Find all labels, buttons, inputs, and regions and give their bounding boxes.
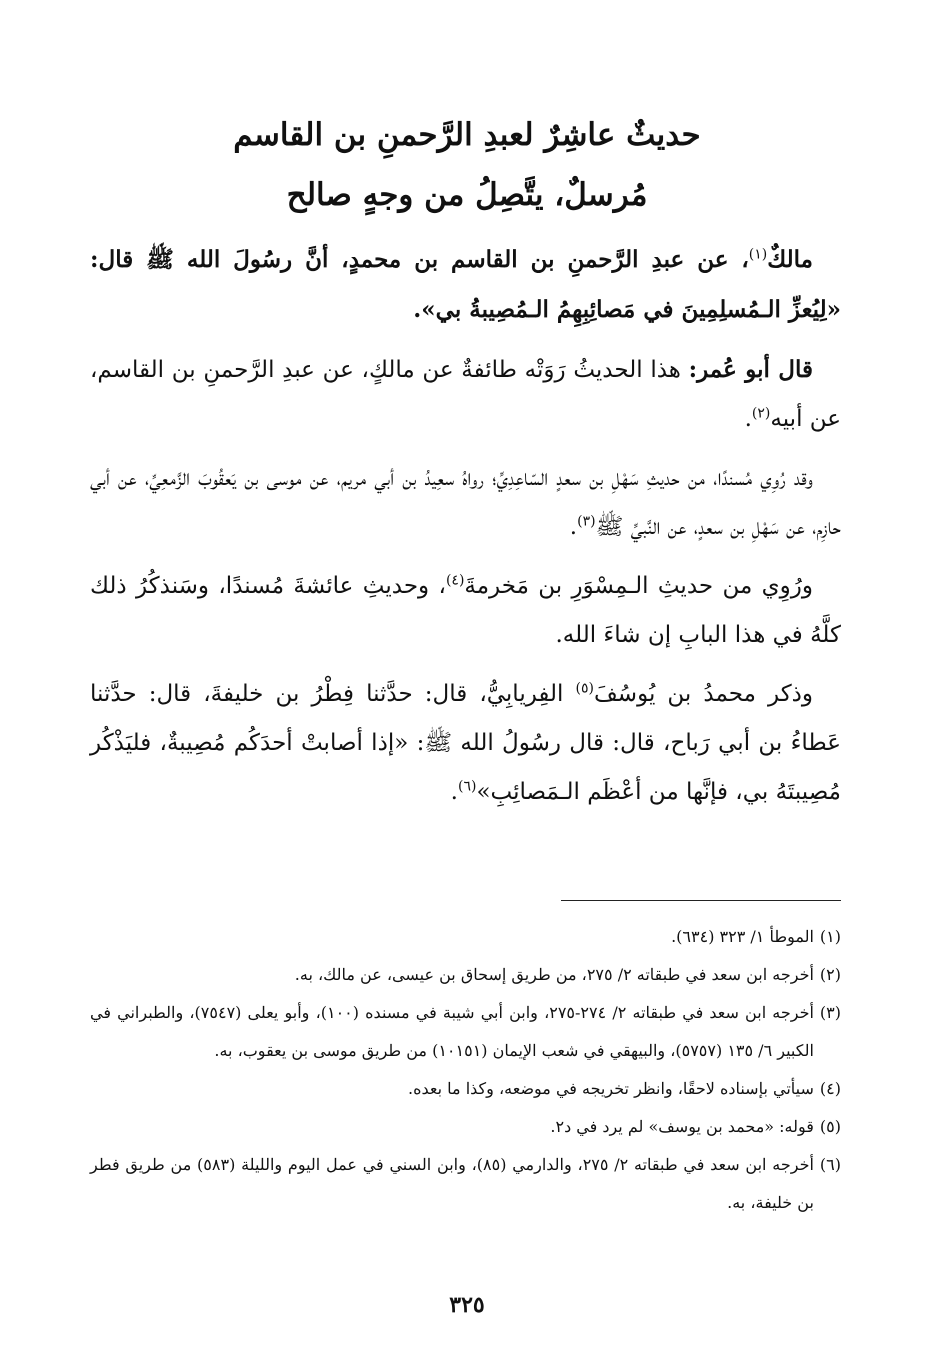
- paragraph-5-text-2: الفِريابِيُّ، قال: حدَّثنا فِطْرُ بن خليفةَ، قال: حدَّثنا عَطاءُ بن أبي رَباح، قال: قال رسُولُ الله ﷺ: «إذا أصابتْ أحدَكُم مُصِيبةٌ، فليَذْكُر مُصِيبتَهُ بي، فإنَّها من أعْظَم الـمَصائِبِ»: [90, 681, 841, 805]
- paragraph-4-text: ورُوِي من حديثِ الـمِسْوَرِ بن مَخرمةَ: [464, 573, 813, 599]
- footnote-ref-5: (٥): [575, 680, 594, 697]
- paragraph-2: [90, 345, 841, 444]
- footnote-text: الموطأ ١/ ٣٢٣ (٦٣٤).: [671, 927, 814, 946]
- footnote-number: (٦): [819, 1155, 841, 1174]
- footnote-ref-6: (٦): [457, 778, 477, 795]
- paragraph-2-text: هذا الحديثُ رَوَتْه طائفةٌ عن مالكٍ، عن عبدِ الرَّحمنِ بن القاسم، عن أبيه: [90, 357, 841, 432]
- footnote-ref-1: (١): [748, 246, 768, 263]
- footnote: [90, 1146, 841, 1222]
- paragraph-3-end: .: [569, 514, 578, 540]
- footnote-text: أخرجه ابن سعد في طبقاته ٢/ ٢٧٤-٢٧٥، وابن أبي شيبة في مسنده (١٠٠)، وأبو يعلى (٧٥٤٧)، والطبراني في الكبير ٦/ ١٣٥ (٥٧٥٧)، والبيهقي في شعب الإيمان (١٠١٥١) من طريق موسى بن يعقوب، به.: [90, 1003, 814, 1060]
- footnote-text: قوله: «محمد بن يوسف» لم يرد في د٢.: [550, 1117, 814, 1136]
- chapter-heading-line-1: حديثٌ عاشِرٌ لعبدِ الرَّحمنِ بن القاسم: [233, 117, 701, 153]
- footnote-divider: [561, 900, 841, 901]
- footnote: [90, 956, 841, 994]
- narrator-name: مالكٌ: [767, 246, 813, 273]
- footnote-text: سيأتي بإسناده لاحقًا، وانظر تخريجه في موضعه، وكذا ما بعده.: [408, 1079, 814, 1098]
- footnote-number: (١): [819, 927, 841, 946]
- footnote-number: (٢): [819, 965, 841, 984]
- hadith-text: ، عن عبدِ الرَّحمنِ بن القاسم بن محمدٍ، أنَّ رسُولَ الله ﷺ قال: «لِيُعزِّ الـمُسلِمِينَ في مَصائِبِهِمُ الـمُصِيبةُ بي».: [90, 246, 841, 323]
- paragraph-5-text: وذكر محمدُ بن يُوسُفَ: [593, 681, 813, 707]
- footnote-ref-3: (٣): [577, 513, 596, 530]
- footnote: [90, 994, 841, 1070]
- main-text: [90, 235, 841, 827]
- footnote-text: أخرجه ابن سعد في طبقاته ٢/ ٢٧٥، والدارمي (٨٥)، وابن السني في عمل اليوم والليلة (٥٨٣) من طريق فطر بن خليفة، به.: [90, 1155, 814, 1212]
- page-number: ٣٢٥: [449, 1292, 485, 1318]
- paragraph-4-text-2: ، وحديثِ عائشةَ مُسندًا، وسَنذكُرُ ذلك كلَّهُ في هذا البابِ إن شاءَ الله.: [90, 573, 841, 648]
- footnote: [90, 918, 841, 956]
- chapter-heading-line-2: مُرسلٌ، يتَّصِلُ من وجهٍ صالح: [286, 177, 648, 213]
- footnote-number: (٥): [819, 1117, 841, 1136]
- footnote-number: (٣): [819, 1003, 841, 1022]
- footnote: [90, 1070, 841, 1108]
- paragraph-3: [90, 454, 841, 552]
- footnote-text: أخرجه ابن سعد في طبقاته ٢/ ٢٧٥، من طريق إسحاق بن عيسى، عن مالك، به.: [294, 965, 814, 984]
- paragraph-4: [90, 562, 841, 660]
- paragraph-5: [90, 670, 841, 817]
- footnote-number: (٤): [819, 1079, 841, 1098]
- footnote-ref-2: (٢): [751, 405, 771, 422]
- author-lead: قال أبو عُمر:: [688, 356, 813, 383]
- paragraph-5-end: .: [450, 779, 458, 805]
- footnote: [90, 1108, 841, 1146]
- footnotes: [90, 918, 841, 1222]
- paragraph-3-text: وقد رُوِي مُسندًا، من حديثِ سَهْلِ بن سعدٍ السّاعِدِيِّ؛ رواهُ سعِيدُ بن أبي مريم، عن موسى بن يَعقُوبَ الزَّمعِيِّ، عن أبي حازِم، عن سَهْلِ بن سعدٍ، عن النَّبيِّ ﷺ: [90, 465, 841, 540]
- paragraph-2-end: .: [744, 406, 752, 432]
- paragraph-1: [90, 235, 841, 335]
- footnote-ref-4: (٤): [445, 572, 465, 589]
